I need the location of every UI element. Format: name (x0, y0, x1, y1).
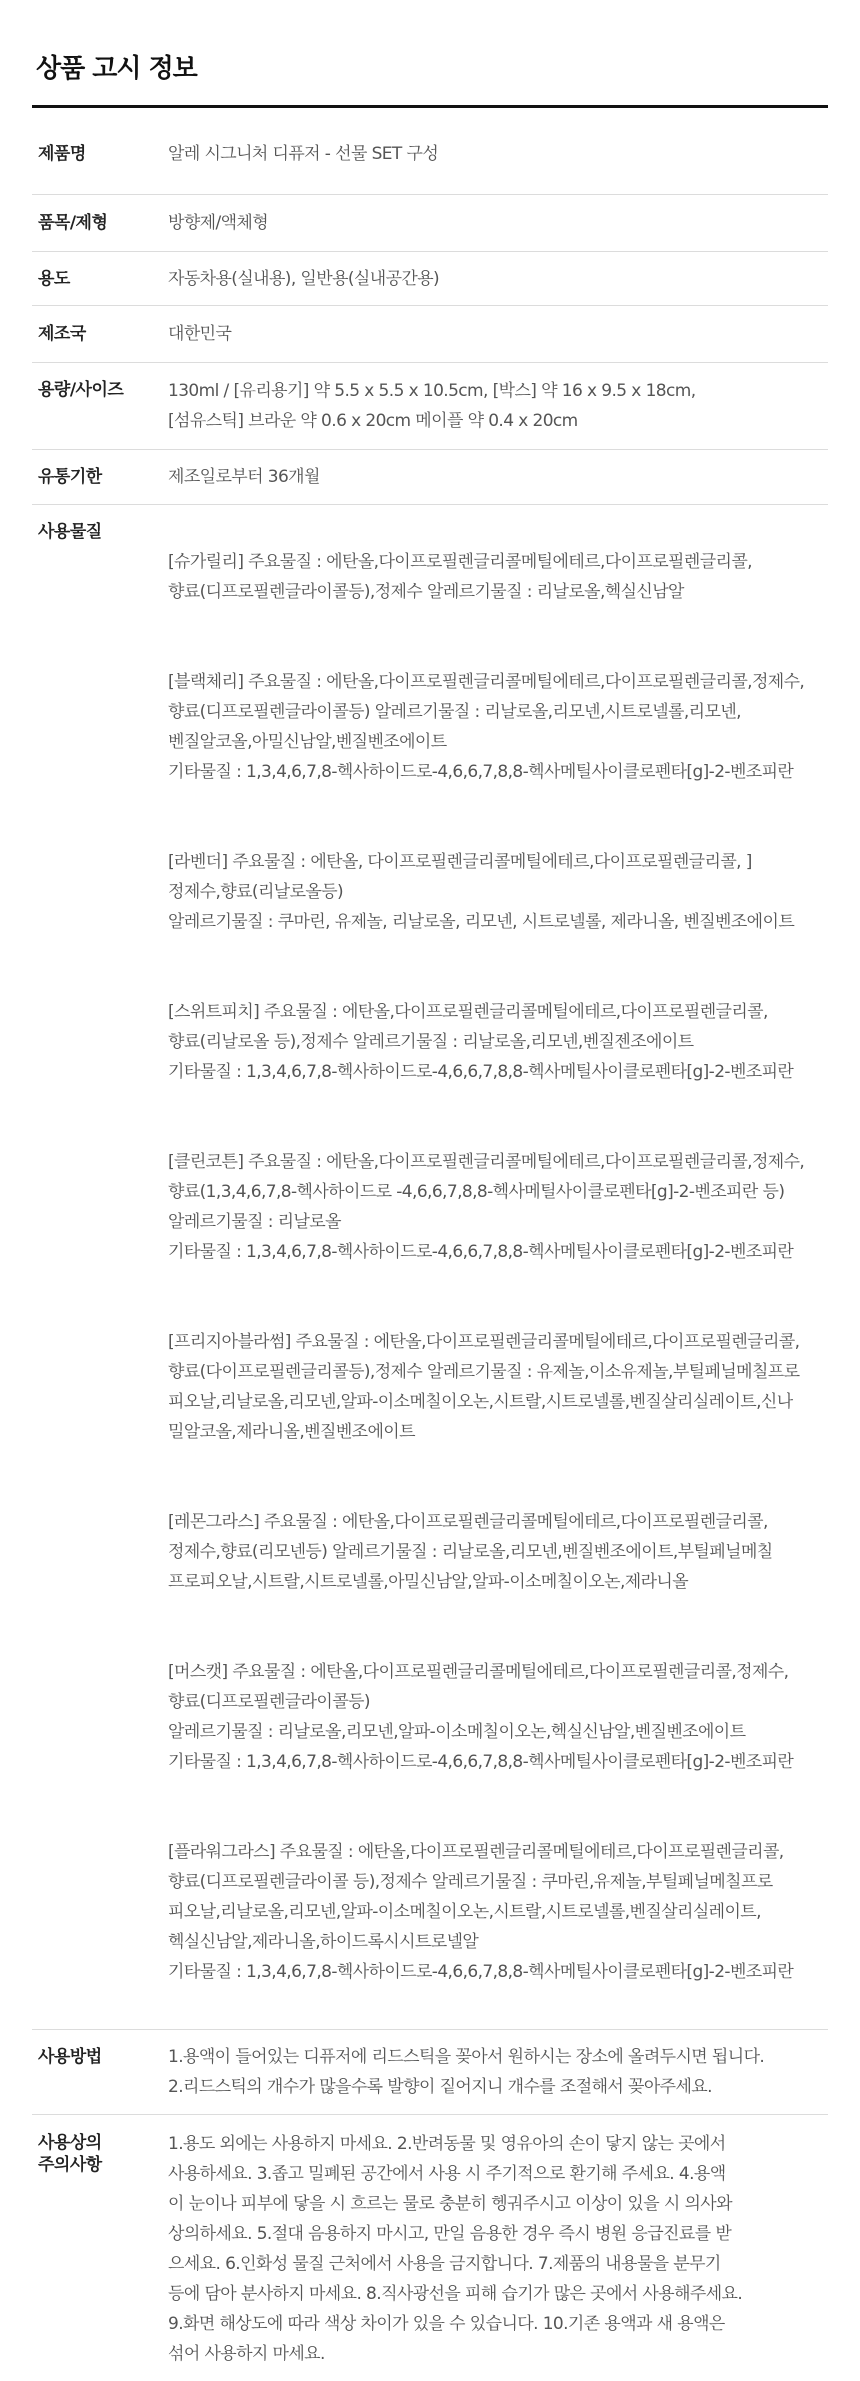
material-block-black-cherry: [블랙체리] 주요물질 : 에탄올,다이프로필렌글리콜메틸에테르,다이프로필렌글리콜,정제수, 향료(디프로필렌글라이콜등) 알레르기물질 : 리날로올,리모넨,시트로넬롤,리모넨, 벤질알코올,아밀신남알,벤질벤조에이트 기타물질 : 1,3,4,6,7,8-헥사하이드로-4,6,6,7,8,8-헥사메틸사이클로펜타[g]-2-벤조피란 (168, 672, 805, 782)
row-label: 용도 (38, 268, 70, 289)
row-value: 알레 시그니처 디퓨저 - 선물 SET 구성 (168, 144, 439, 164)
material-block-lemongrass: [레몬그라스] 주요물질 : 에탄올,다이프로필렌글리콜메틸에테르,다이프로필렌글리콜, 정제수,향료(리모넨등) 알레르기물질 : 리날로올,리모넨,벤질벤조에이트,부틸페닐메칠 프로피오날,시트랄,시트로넬롤,아밀신남알,알파-이소메칠이오논,제라니올 (168, 1512, 773, 1592)
material-block-sugar-lily: [슈가릴리] 주요물질 : 에탄올,다이프로필렌글리콜메틸에테르,다이프로필렌글리콜, 향료(디프로필렌글라이콜등),정제수 알레르기물질 : 리날로올,헥실신남알 (168, 552, 752, 602)
row-label: 사용상의 주의사항 (38, 2133, 102, 2175)
row-value: 130ml / [유리용기] 약 5.5 x 5.5 x 10.5cm, [박스] 약 16 x 9.5 x 18cm, [섬유스틱] 브라운 약 0.6 x 20cm 메이플 약 0.4 x 20cm (168, 381, 696, 431)
info-row-size (32, 363, 828, 450)
material-block-clean-cotton: [클린코튼] 주요물질 : 에탄올,다이프로필렌글리콜메틸에테르,다이프로필렌글리콜,정제수, 향료(1,3,4,6,7,8-헥사하이드로 -4,6,6,7,8,8-헥사메틸사이클로펜타[g]-2-벤조피란 등) 알레르기물질 : 리날로올 기타물질 : 1,3,4,6,7,8-헥사하이드로-4,6,6,7,8,8-헥사메틸사이클로펜타[g]-2-벤조피란 (168, 1152, 805, 1262)
page-title: 상품 고시 정보 (36, 54, 197, 84)
material-block-flower-grass: [플라워그라스] 주요물질 : 에탄올,다이프로필렌글리콜메틸에테르,다이프로필렌글리콜, 향료(디프로필렌글라이콜 등),정제수 알레르기물질 : 쿠마린,유제놀,부틸페닐메칠프로 피오날,리날로올,리모넨,알파-이소메칠이오논,시트랄,시트로넬롤,벤질살리실레이트, 헥실신남알,제라니올,하이드록시시트로넬알 기타물질 : 1,3,4,6,7,8-헥사하이드로-4,6,6,7,8,8-헥사메틸사이클로펜타[g]-2-벤조피란 (168, 1842, 794, 1982)
row-value: 1.용도 외에는 사용하지 마세요. 2.반려동물 및 영유아의 손이 닿지 않는 곳에서 사용하세요. 3.좁고 밀폐된 공간에서 사용 시 주기적으로 환기해 주세요. 4.용액 이 눈이나 피부에 닿을 시 흐르는 물로 충분히 헹궈주시고 이상이 있을 시 의사와 상의하세요. 5.절대 음용하지 마시고, 만일 음용한 경우 즉시 병원 응급진료를 받 으세요. 6.인화성 물질 근처에서 사용을 금지합니다. 7.제품의 내용물을 분무기 등에 담아 분사하지 마세요. 8.직사광선을 피해 습기가 많은 곳에서 사용해주세요. 9.화면 해상도에 따라 색상 차이가 있을 수 있습니다. 10.기존 용액과 새 용액은 섞어 사용하지 마세요. (168, 2134, 743, 2364)
row-label: 사용물질 (38, 522, 102, 542)
row-value: 대한민국 (168, 324, 232, 344)
row-label: 제품명 (38, 144, 86, 164)
row-value: 방향제/액체형 (168, 213, 269, 233)
info-row-expiry (32, 450, 828, 505)
materials-list (168, 517, 828, 2017)
info-row-country (32, 306, 828, 363)
row-value: 제조일로부터 36개월 (168, 467, 320, 487)
material-block-lavender: [라벤더] 주요물질 : 에탄올, 다이프로필렌글리콜메틸에테르,다이프로필렌글리콜, ] 정제수,향료(리날로올등) 알레르기물질 : 쿠마린, 유제놀, 리날로올, 리모넨, 시트로넬롤, 제라니올, 벤질벤조에이트 (168, 852, 795, 932)
row-value: 자동차용(실내용), 일반용(실내공간용) (168, 268, 440, 289)
row-label: 제조국 (38, 324, 86, 344)
info-row-purpose (32, 252, 828, 306)
row-value: 1.용액이 들어있는 디퓨저에 리드스틱을 꽂아서 원하시는 장소에 올려두시면 됩니다. 2.리드스틱의 개수가 많을수록 발향이 짙어지니 개수를 조절해서 꽂아주세요. (168, 2047, 765, 2097)
title-divider (32, 105, 828, 108)
row-label: 품목/제형 (38, 213, 108, 233)
info-row-usage (32, 2030, 828, 2115)
info-row-product-name (32, 114, 828, 195)
material-block-freesia-blossom: [프리지아블라썸] 주요물질 : 에탄올,다이프로필렌글리콜메틸에테르,다이프로필렌글리콜, 향료(다이프로필렌글리콜등),정제수 알레르기물질 : 유제놀,이소유제놀,부틸페닐메칠프로 피오날,리날로올,리모넨,알파-이소메칠이오논,시트랄,시트로넬롤,벤질살리실레이트,신나 밀알코올,제라니올,벤질벤조에이트 (168, 1332, 800, 1442)
row-label: 유통기한 (38, 467, 102, 487)
info-row-caution (32, 2115, 828, 2381)
material-block-sweet-peach: [스위트피치] 주요물질 : 에탄올,다이프로필렌글리콜메틸에테르,다이프로필렌글리콜, 향료(리날로올 등),정제수 알레르기물질 : 리날로올,리모넨,벤질젠조에이트 기타물질 : 1,3,4,6,7,8-헥사하이드로-4,6,6,7,8,8-헥사메틸사이클로펜타[g]-2-벤조피란 (168, 1002, 794, 1082)
material-block-muscat: [머스캣] 주요물질 : 에탄올,다이프로필렌글리콜메틸에테르,다이프로필렌글리콜,정제수, 향료(디프로필렌글라이콜등) 알레르기물질 : 리날로올,리모넨,알파-이소메칠이오논,헥실신남알,벤질벤조에이트 기타물질 : 1,3,4,6,7,8-헥사하이드로-4,6,6,7,8,8-헥사메틸사이클로펜타[g]-2-벤조피란 (168, 1662, 794, 1772)
info-row-materials (32, 505, 828, 2030)
row-label: 용량/사이즈 (38, 380, 124, 400)
info-row-category (32, 195, 828, 252)
row-label: 사용방법 (38, 2047, 102, 2067)
